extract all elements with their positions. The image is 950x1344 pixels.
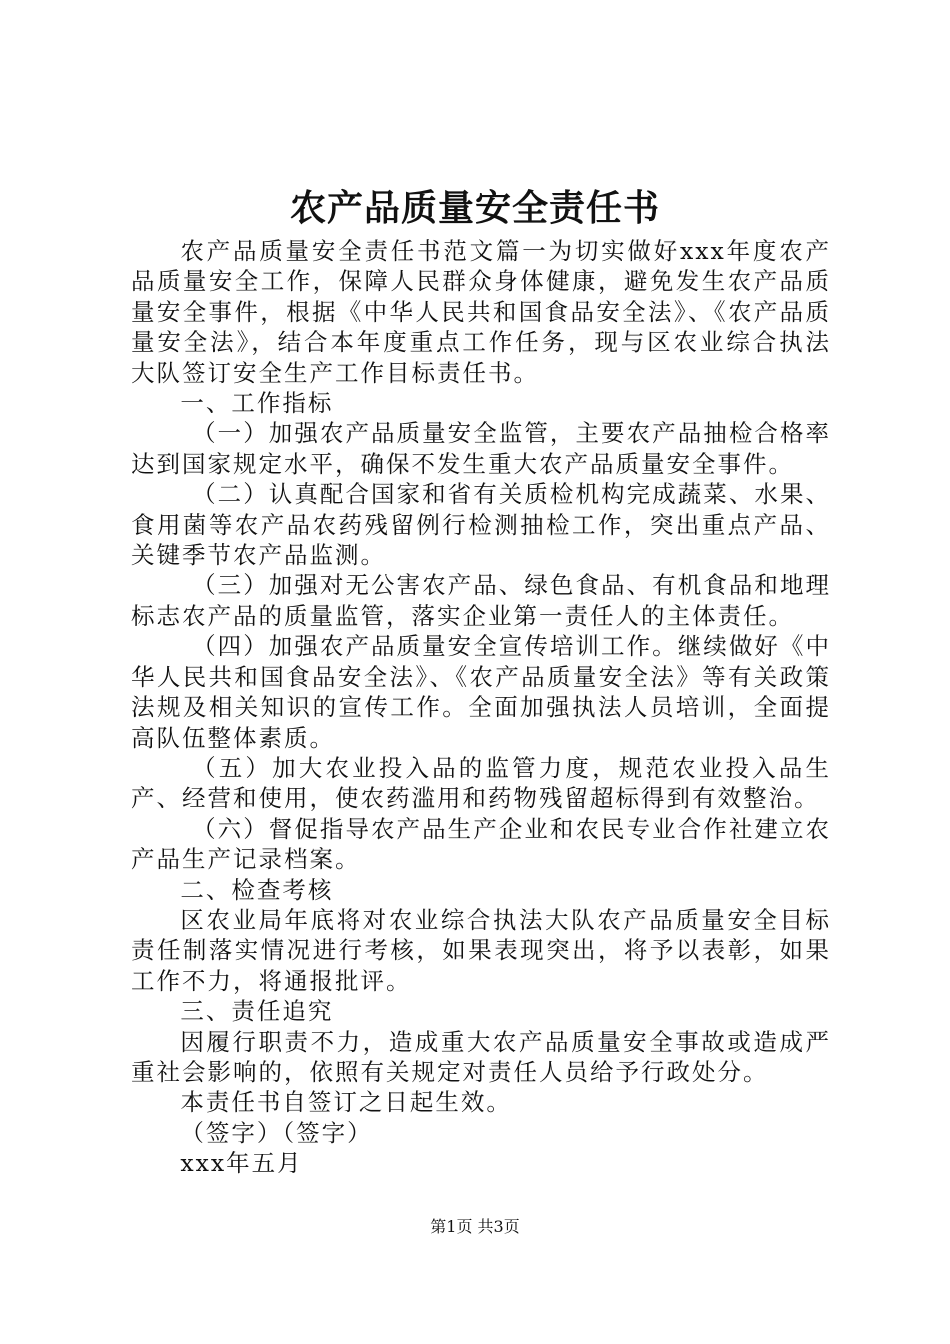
document-title: 农产品质量安全责任书	[289, 187, 660, 229]
section-heading-inspection: 二、检查考核	[180, 875, 334, 904]
date-line: xxx年五月	[180, 1149, 303, 1178]
paragraph-item-6: （六）督促指导农产品生产企业和农民专业合作社建立农产品生产记录档案。	[131, 814, 831, 874]
paragraph-item-1: （一）加强农产品质量安全监管，主要农产品抽检合格率达到国家规定水平，确保不发生重大农产品质量安全事件。	[131, 419, 831, 478]
paragraph-item-2: （二）认真配合国家和省有关质检机构完成蔬菜、水果、食用菌等农产品农药残留例行检测抽检工作，突出重点产品、关键季节农产品监测。	[131, 480, 831, 570]
document-body	[131, 236, 831, 1179]
paragraph-intro: 农产品质量安全责任书范文篇一为切实做好xxx年度农产品质量安全工作，保障人民群众身体健康，避免发生农产品质量安全事件，根据《中华人民共和国食品安全法》、《农产品质量安全法》，结合本年度重点工作任务，现与区农业综合执法大队签订安全生产工作目标责任书。	[131, 237, 831, 387]
page-number: 第1页 共3页	[430, 1217, 520, 1236]
section-heading-work-targets: 一、工作指标	[180, 389, 334, 418]
section-heading-accountability: 三、责任追究	[180, 997, 334, 1026]
paragraph-item-4: （四）加强农产品质量安全宣传培训工作。继续做好《中华人民共和国食品安全法》、《农产品质量安全法》等有关政策法规及相关知识的宣传工作。全面加强执法人员培训，全面提高队伍整体素质。	[131, 632, 831, 752]
paragraph-inspection: 区农业局年底将对农业综合执法大队农产品质量安全目标责任制落实情况进行考核，如果表现突出，将予以表彰，如果工作不力，将通报批评。	[131, 905, 831, 995]
paragraph-accountability: 因履行职责不力，造成重大农产品质量安全事故或造成严重社会影响的，依照有关规定对责任人员给予行政处分。	[131, 1027, 831, 1086]
signature-line: （签字）（签字）	[180, 1118, 373, 1147]
paragraph-item-5: （五）加大农业投入品的监管力度，规范农业投入品生产、经营和使用，使农药滥用和药物残留超标得到有效整治。	[131, 753, 831, 813]
paragraph-effective: 本责任书自签订之日起生效。	[180, 1088, 512, 1117]
paragraph-item-3: （三）加强对无公害农产品、绿色食品、有机食品和地理标志农产品的质量监管，落实企业第一责任人的主体责任。	[131, 571, 831, 630]
